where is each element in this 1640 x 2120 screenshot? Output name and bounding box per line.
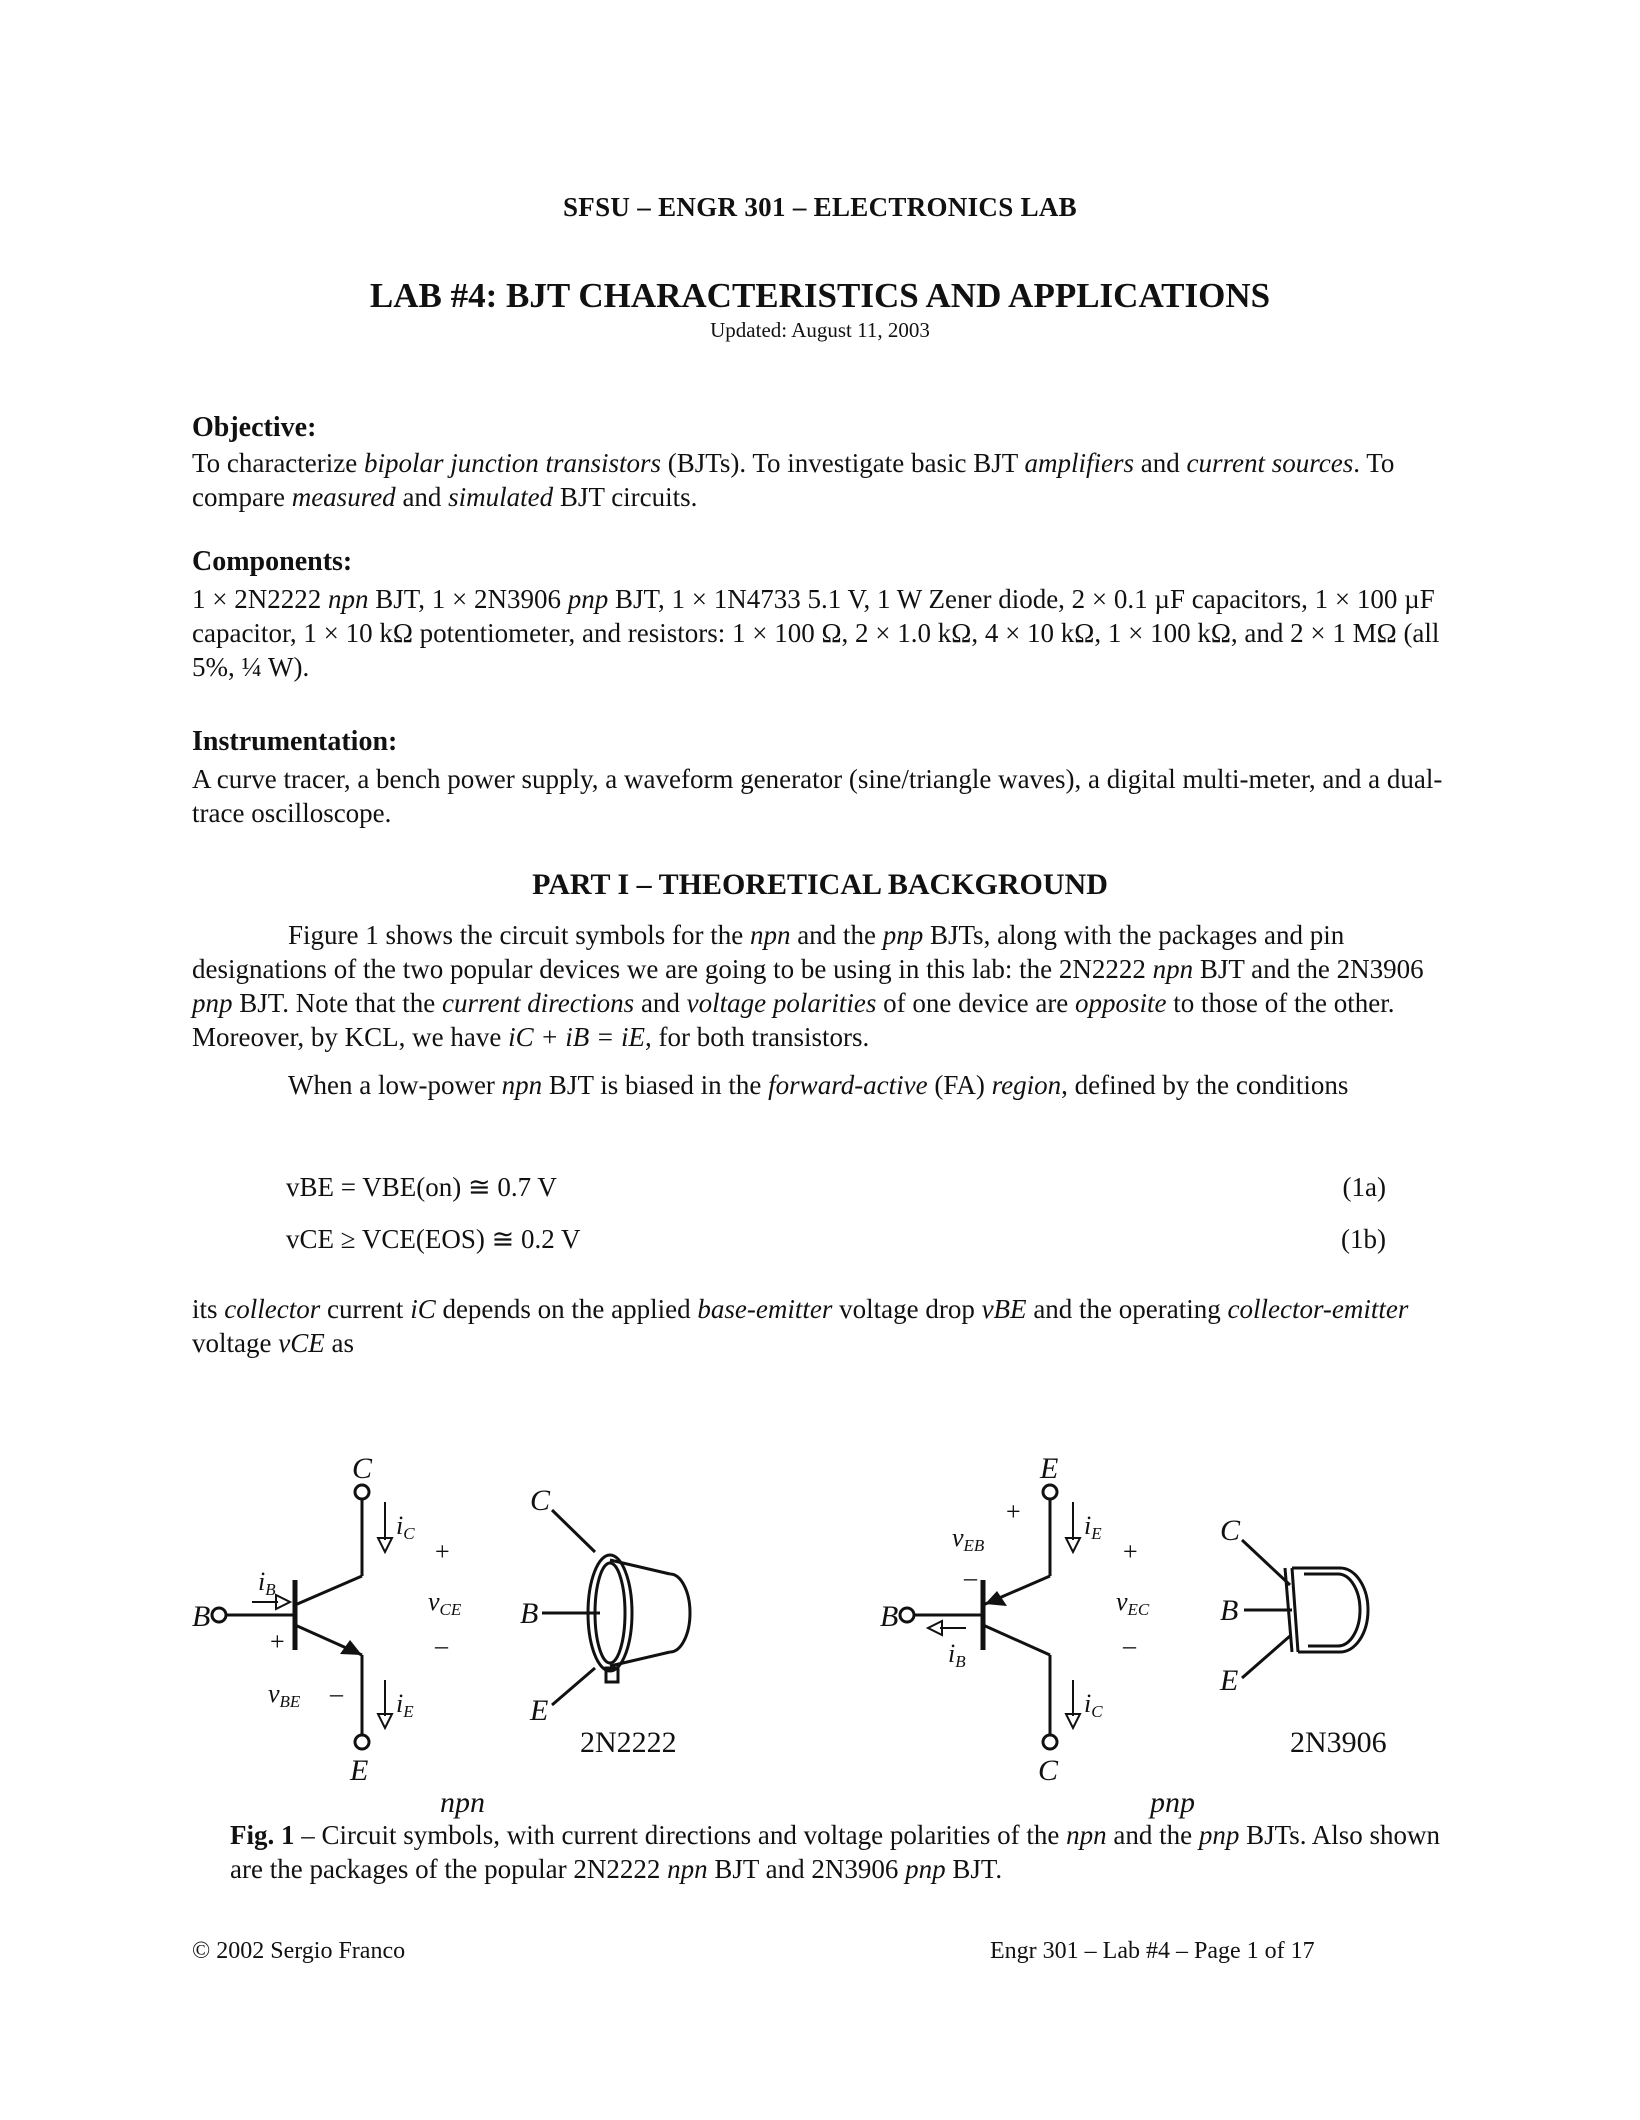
svg-text:vCE: vCE [428, 1587, 462, 1619]
svg-text:iE: iE [396, 1689, 414, 1721]
figure-1-bjt-symbols [192, 1440, 1460, 1819]
svg-text:vBE: vBE [268, 1679, 301, 1711]
svg-text:+: + [1123, 1537, 1138, 1566]
figure-1-caption: Fig. 1 – Circuit symbols, with current directions and voltage polarities of the npn and the pnp BJTs. Also shown are the packages of the popular 2N2222 npn BJT and 2N3906 pnp BJT. [230, 1820, 1440, 1884]
2n2222-package [520, 1484, 690, 1759]
svg-text:E: E [530, 1694, 549, 1727]
svg-text:B: B [520, 1597, 539, 1630]
footer-page-number: Engr 301 – Lab #4 – Page 1 of 17 [990, 1938, 1315, 1964]
svg-text:–: – [330, 1679, 343, 1708]
2n3906-package [1219, 1514, 1387, 1759]
equation-1b: vCE ≥ VCE(EOS) ≅ 0.2 V [286, 1224, 581, 1254]
equation-1b-number: (1b) [1341, 1224, 1386, 1254]
svg-text:iB: iB [948, 1639, 966, 1671]
npn-symbol [192, 1452, 485, 1819]
svg-text:vEB: vEB [952, 1523, 985, 1555]
part1-paragraph-2: When a low-power npn BJT is biased in the forward-active (FA) region, defined by the conditions [288, 1070, 1349, 1100]
doc-header: SFSU – ENGR 301 – ELECTRONICS LAB [562, 192, 1077, 222]
svg-text:E: E [1220, 1664, 1239, 1697]
svg-text:C: C [352, 1452, 373, 1485]
package-1-label: 2N2222 [580, 1726, 677, 1759]
svg-text:iC: iC [396, 1511, 415, 1543]
instrumentation-text: A curve tracer, a bench power supply, a waveform generator (sine/triangle waves), a digital multi-meter, and a dual-trace oscilloscope. [192, 764, 1443, 828]
svg-text:E: E [350, 1754, 369, 1787]
equation-1a: vBE = VBE(on) ≅ 0.7 V [286, 1172, 557, 1202]
svg-text:+: + [270, 1627, 285, 1656]
svg-text:+: + [1006, 1497, 1021, 1526]
svg-text:E: E [1040, 1452, 1059, 1485]
svg-text:–: – [435, 1631, 448, 1660]
equation-1a-number: (1a) [1342, 1172, 1386, 1202]
part1-paragraph-3: its collector current iC depends on the applied base-emitter voltage drop vBE and the operating collector-emitter voltage vCE as [192, 1294, 1409, 1358]
svg-text:vEC: vEC [1116, 1587, 1150, 1619]
svg-text:iC: iC [1084, 1689, 1103, 1721]
footer-copyright: © 2002 Sergio Franco [192, 1938, 406, 1964]
package-2-label: 2N3906 [1290, 1726, 1387, 1759]
pnp-label: pnp [1150, 1786, 1195, 1819]
svg-text:C: C [1220, 1514, 1241, 1547]
svg-text:iB: iB [258, 1567, 276, 1599]
updated-date: Updated: August 11, 2003 [710, 318, 930, 342]
part1-paragraph-1: Figure 1 shows the circuit symbols for the npn and the pnp BJTs, along with the packages and pin designations of the two popular devices we are going to be using in this lab: the 2N2222 npn BJT and the 2N3906 pnp BJT. Note that the current directions and voltage polarities of one device are opposite to those of the other. Moreover, by KCL, we have iC + iB = iE, for both transistors. [192, 920, 1424, 1052]
objective-heading: Objective: [192, 412, 317, 443]
instrumentation-heading: Instrumentation: [192, 726, 398, 757]
pnp-symbol [880, 1452, 1195, 1819]
objective-text: To characterize bipolar junction transistors (BJTs). To investigate basic BJT amplifiers and current sources. To compare measured and simulated BJT circuits. [192, 448, 1395, 512]
svg-text:C: C [530, 1484, 551, 1517]
lab-title: LAB #4: BJT CHARACTERISTICS AND APPLICATIONS [369, 276, 1271, 315]
svg-text:C: C [1038, 1754, 1059, 1787]
npn-label: npn [440, 1786, 485, 1819]
svg-text:–: – [964, 1563, 977, 1592]
components-text: 1 × 2N2222 npn BJT, 1 × 2N3906 pnp BJT, 1 × 1N4733 5.1 V, 1 W Zener diode, 2 × 0.1 µF capacitors, 1 × 100 µF capacitor, 1 × 10 kΩ potentiometer, and resistors: 1 × 100 Ω, 2 × 1.0 kΩ, 4 × 10 kΩ, 1 × 100 kΩ, and 2 × 1 MΩ (all 5%, ¼ W). [192, 584, 1440, 682]
svg-text:iE: iE [1084, 1511, 1102, 1543]
svg-text:B: B [192, 1600, 211, 1633]
svg-text:B: B [1220, 1594, 1239, 1627]
svg-text:B: B [880, 1600, 899, 1633]
svg-text:+: + [435, 1537, 450, 1566]
svg-text:–: – [1123, 1631, 1136, 1660]
components-heading: Components: [192, 546, 353, 577]
part1-heading: PART I – THEORETICAL BACKGROUND [532, 868, 1108, 901]
